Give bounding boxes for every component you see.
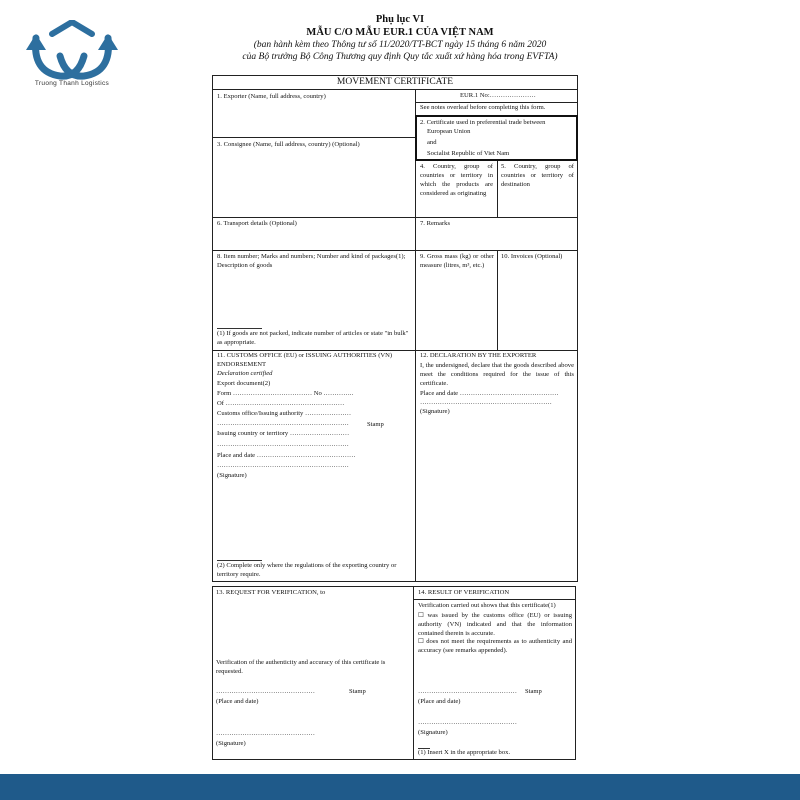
box-8-items: 8. Item number; Marks and numbers; Number and kind of packages(1); Description of goods (217, 253, 406, 269)
footer-bar (0, 774, 800, 800)
company-name: Truong Thanh Logistics (34, 80, 110, 87)
export-document: Export document(2) (217, 380, 271, 387)
box-14-stamp: Stamp (525, 688, 542, 695)
box-14-option-accurate[interactable]: ☐ was issued by the customs office (EU) or issuing authority (VN) indicated and that the information contained therein is accurate. (418, 612, 572, 637)
box-2-party-2: Socialist Republic of Viet Nam (427, 150, 510, 157)
form-title: MẪU C/O MẪU EUR.1 CỦA VIỆT NAM (306, 27, 494, 38)
form-heading: MOVEMENT CERTIFICATE (336, 77, 454, 87)
subtitle-line-1: (ban hành kèm theo Thông tư số 11/2020/TT-BCT ngày 15 tháng 6 năm 2020 (253, 40, 547, 50)
box-14-place-date: (Place and date) (418, 698, 461, 705)
box-12-dots: …………………………………………………… (420, 399, 552, 406)
customs-office-line: Customs office/Issuing authority ………………… (217, 410, 352, 417)
box-14-footnote: (1) Insert X in the appropriate box. (418, 749, 511, 756)
box-14-signature: (Signature) (418, 729, 448, 736)
box-13-signature: (Signature) (216, 740, 246, 747)
box-14-intro: Verification carried out shows that this certificate(1) (418, 602, 556, 609)
box-13-dots-1: ……………………………………… (216, 688, 315, 695)
box-7-remarks: 7. Remarks (420, 220, 451, 227)
footnote-2: (2) Complete only where the regulations of the exporting country or territory require. (217, 562, 397, 578)
box-3-consignee: 3. Consignee (Name, full address, country) (Optional) (217, 141, 360, 148)
company-logo-icon (22, 20, 122, 100)
box-13-request: Verification of the authenticity and accuracy of this certificate is requested. (216, 659, 386, 675)
box-14-option-not-met[interactable]: ☐ does not meet the requirements as to authenticity and accuracy (see remarks appended). (418, 638, 572, 654)
box-13-place-date: (Place and date) (216, 698, 259, 705)
box-10-invoices: 10. Invoices (Optional) (501, 253, 563, 260)
box-14-title: 14. RESULT OF VERIFICATION (418, 589, 510, 596)
of-line: Of ……………………………………………… (217, 400, 345, 407)
box-13-stamp: Stamp (349, 688, 366, 695)
box-13-title: 13. REQUEST FOR VERIFICATION, to (216, 589, 326, 596)
box-12-title: 12. DECLARATION BY THE EXPORTER (420, 352, 537, 359)
footnote-1: (1) If goods are not packed, indicate number of articles or state "in bulk" as appropriate. (217, 330, 409, 346)
box-12-place-date: Place and date ……………………………………… (420, 390, 559, 397)
dotted-line-3: …………………………………………………… (217, 462, 349, 469)
box-1-exporter: 1. Exporter (Name, full address, country) (217, 93, 326, 100)
eur1-number: EUR.1 No:………………… (460, 92, 536, 99)
signature-label: (Signature) (217, 472, 247, 479)
issuing-country-line: Issuing country or territory ……………………… (217, 430, 350, 437)
dotted-line-2: …………………………………………………… (217, 441, 349, 448)
subtitle-line-2: của Bộ trưởng Bộ Công Thương quy định Quy tắc xuất xứ hàng hóa trong EVFTA) (242, 52, 558, 62)
form-number-line: Form ……………………………… No ………….. (217, 390, 354, 397)
box-9-gross-mass: 9. Gross mass (kg) or other measure (litres, m³, etc.) (420, 253, 494, 269)
dotted-line-1: …………………………………………………… (217, 420, 349, 427)
box-14-dots-1: ……………………………………… (418, 688, 517, 695)
box-2-and: and (427, 139, 437, 146)
box-4-country-origin: 4. Country, group of countries or territory in which the products are considered as originating (420, 163, 493, 197)
declaration-certified: Declaration certified (217, 370, 273, 377)
box-14-dots-2: ……………………………………… (418, 719, 517, 726)
box-12-declaration: I, the undersigned, declare that the goods described above meet the conditions required for the issue of this certificate. (420, 362, 574, 387)
box-5-country-destination: 5. Country, group of countries or territory of destination (501, 163, 574, 188)
stamp-label: Stamp (367, 421, 384, 428)
place-date-line: Place and date ……………………………………… (217, 452, 356, 459)
annex-title: Phụ lục VI (375, 14, 425, 25)
box-6-transport: 6. Transport details (Optional) (217, 220, 297, 227)
box-12-signature: (Signature) (420, 408, 450, 415)
box-13-dots-2: ……………………………………… (216, 730, 315, 737)
box-2-party-1: European Union (427, 128, 471, 135)
see-notes: See notes overleaf before completing this form. (420, 104, 546, 111)
box-11-title: 11. CUSTOMS OFFICE (EU) or ISSUING AUTHORITIES (VN) ENDORSEMENT (217, 352, 393, 368)
box-2-title: 2. Certificate used in preferential trade between (420, 119, 546, 126)
